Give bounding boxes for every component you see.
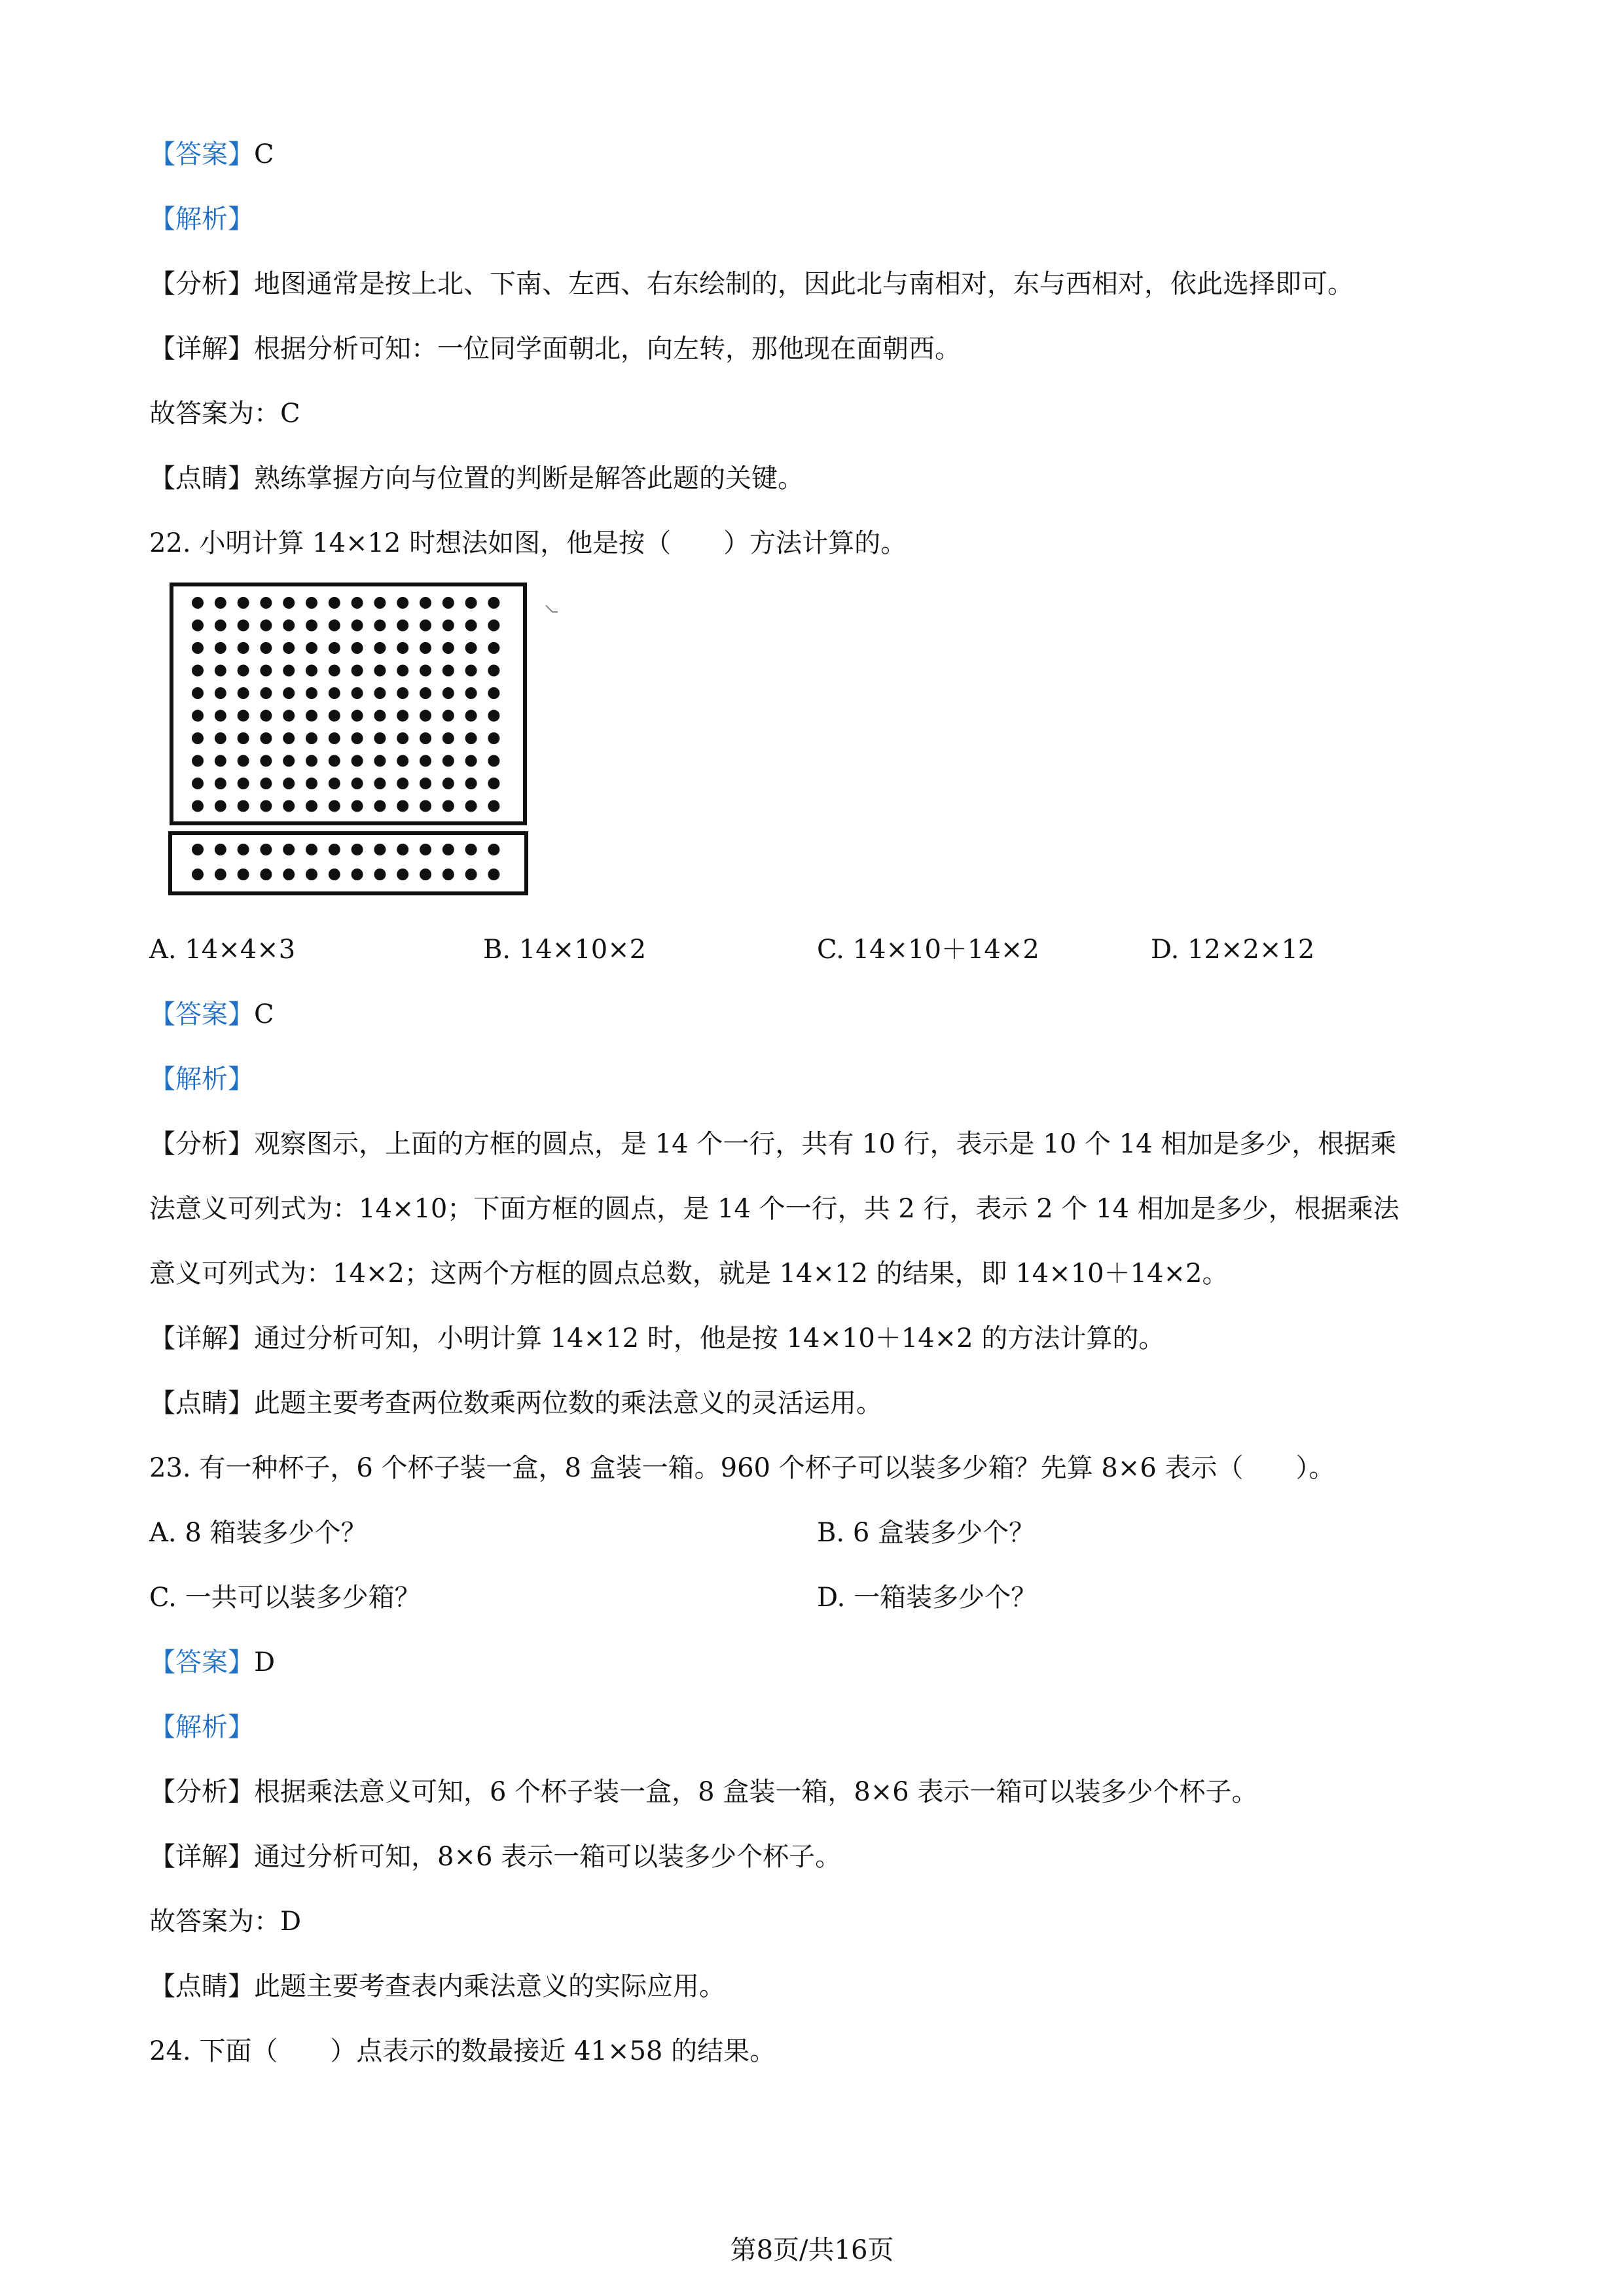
dot xyxy=(215,597,226,609)
dot xyxy=(420,620,431,632)
dot xyxy=(442,755,454,767)
dot xyxy=(215,869,226,880)
fenxi-tag: 【分析】 xyxy=(149,1129,254,1159)
answer-tag: 【答案】 xyxy=(149,1647,254,1677)
dot xyxy=(283,642,295,654)
dot xyxy=(215,665,226,677)
bottom-box xyxy=(170,833,526,893)
q23-option-b: B. 6 盒装多少个？ xyxy=(817,1518,1035,1548)
dot xyxy=(306,620,317,632)
q23-option-d: D. 一箱装多少个？ xyxy=(817,1583,1038,1613)
dot xyxy=(260,642,272,654)
dot xyxy=(306,732,317,744)
dot xyxy=(352,778,363,789)
dot xyxy=(192,800,204,812)
dot xyxy=(374,869,386,880)
q22-stem: 22. 小明计算 14×12 时想法如图，他是按（ ）方法计算的。 xyxy=(149,528,907,558)
answer-tag: 【答案】 xyxy=(149,139,254,170)
dot xyxy=(442,597,454,609)
dianjing-tag: 【点睛】 xyxy=(149,1388,254,1418)
dot xyxy=(374,620,386,632)
dot xyxy=(260,755,272,767)
dot xyxy=(397,778,408,789)
dot xyxy=(329,665,340,677)
dot xyxy=(420,597,431,609)
dot xyxy=(260,732,272,744)
dot xyxy=(306,844,317,855)
dot xyxy=(397,755,408,767)
dot xyxy=(215,710,226,722)
dot xyxy=(238,665,249,677)
dot xyxy=(260,778,272,789)
dot xyxy=(488,710,499,722)
dot xyxy=(442,869,454,880)
dot xyxy=(420,642,431,654)
dot xyxy=(352,597,363,609)
dot xyxy=(329,642,340,654)
dot xyxy=(329,844,340,855)
dot xyxy=(420,665,431,677)
dot xyxy=(306,710,317,722)
dot xyxy=(329,597,340,609)
dot xyxy=(488,755,499,767)
q22-analysis xyxy=(149,1061,254,1098)
dot xyxy=(329,778,340,789)
dot xyxy=(215,620,226,632)
dot xyxy=(215,778,226,789)
dot xyxy=(192,620,204,632)
dot xyxy=(352,732,363,744)
answer-value: D xyxy=(254,1647,276,1677)
xiangjie-text: 根据分析可知：一位同学面朝北，向左转，那他现在面朝西。 xyxy=(254,334,961,364)
dot xyxy=(192,755,204,767)
dot xyxy=(283,687,295,699)
fenxi-line1: 观察图示，上面的方框的圆点，是 14 个一行，共有 10 行，表示是 10 个 14 相加是多少，根据乘 xyxy=(254,1129,1397,1159)
q22-answer xyxy=(149,996,274,1033)
dot xyxy=(420,732,431,744)
analysis-tag: 【解析】 xyxy=(149,1712,254,1742)
dot xyxy=(215,732,226,744)
q22-option-c: C. 14×10＋14×2 xyxy=(817,935,1039,965)
dot xyxy=(420,755,431,767)
dot xyxy=(238,800,249,812)
dot xyxy=(192,869,204,880)
q22-option-a: A. 14×4×3 xyxy=(149,935,296,965)
dot xyxy=(329,732,340,744)
dot xyxy=(397,732,408,744)
dot xyxy=(238,755,249,767)
dot xyxy=(283,710,295,722)
dot xyxy=(488,732,499,744)
q21-answer xyxy=(149,136,274,173)
dot xyxy=(192,844,204,855)
dot xyxy=(420,869,431,880)
q23-dianjing xyxy=(149,1968,725,2005)
dot xyxy=(397,687,408,699)
dot xyxy=(442,665,454,677)
answer-value: C xyxy=(254,999,274,1030)
dot xyxy=(397,620,408,632)
dot xyxy=(352,710,363,722)
dot xyxy=(238,597,249,609)
dot xyxy=(420,687,431,699)
dot xyxy=(215,687,226,699)
dot xyxy=(488,800,499,812)
dot xyxy=(488,844,499,855)
dot xyxy=(283,800,295,812)
dot xyxy=(260,620,272,632)
q24-stem: 24. 下面（ ）点表示的数最接近 41×58 的结果。 xyxy=(149,2036,776,2066)
dot xyxy=(397,869,408,880)
dot xyxy=(238,869,249,880)
answer-value: C xyxy=(254,139,274,170)
analysis-tag: 【解析】 xyxy=(149,1064,254,1094)
dot xyxy=(329,755,340,767)
dot xyxy=(260,869,272,880)
dot xyxy=(488,642,499,654)
dot xyxy=(420,844,431,855)
dot xyxy=(374,665,386,677)
top-dots xyxy=(192,597,499,812)
fenxi-text: 根据乘法意义可知，6 个杯子装一盒，8 盒装一箱，8×6 表示一箱可以装多少个杯子。 xyxy=(254,1777,1258,1807)
dot xyxy=(488,620,499,632)
q23-analysis xyxy=(149,1709,254,1746)
dot xyxy=(465,778,477,789)
xiangjie-text: 通过分析可知，小明计算 14×12 时，他是按 14×10＋14×2 的方法计算的。 xyxy=(254,1323,1165,1354)
dot xyxy=(283,755,295,767)
dot xyxy=(260,800,272,812)
dot xyxy=(352,620,363,632)
q21-fenxi xyxy=(149,266,1354,302)
dot xyxy=(352,755,363,767)
dot xyxy=(442,732,454,744)
dot xyxy=(260,665,272,677)
xiangjie-tag: 【详解】 xyxy=(149,1842,254,1872)
q23-fenxi xyxy=(149,1774,1257,1810)
dot xyxy=(192,642,204,654)
dot xyxy=(329,620,340,632)
dianjing-text: 熟练掌握方向与位置的判断是解答此题的关键。 xyxy=(254,463,804,493)
dot xyxy=(374,732,386,744)
q22-xiangjie xyxy=(149,1320,1164,1357)
dot xyxy=(420,710,431,722)
dot xyxy=(397,665,408,677)
dot xyxy=(238,642,249,654)
q21-dianjing xyxy=(149,460,804,497)
dot xyxy=(465,800,477,812)
dot xyxy=(397,597,408,609)
dot xyxy=(488,869,499,880)
dot xyxy=(283,732,295,744)
dot-array-figure xyxy=(165,579,571,900)
dot xyxy=(420,778,431,789)
xiangjie-tag: 【详解】 xyxy=(149,1323,254,1354)
q23-conclusion: 故答案为：D xyxy=(149,1907,302,1937)
dot xyxy=(306,597,317,609)
dot xyxy=(465,620,477,632)
dot xyxy=(442,687,454,699)
dot xyxy=(238,710,249,722)
dot xyxy=(442,620,454,632)
xiangjie-tag: 【详解】 xyxy=(149,334,254,364)
dot xyxy=(283,844,295,855)
dot xyxy=(488,665,499,677)
dot xyxy=(329,800,340,812)
q23-xiangjie xyxy=(149,1839,841,1875)
dot xyxy=(374,844,386,855)
dot xyxy=(306,755,317,767)
dot xyxy=(215,800,226,812)
dot xyxy=(352,687,363,699)
q22-option-d: D. 12×2×12 xyxy=(1151,935,1315,965)
dot xyxy=(397,800,408,812)
dot xyxy=(306,869,317,880)
dot xyxy=(215,755,226,767)
dot xyxy=(374,687,386,699)
dot xyxy=(215,844,226,855)
dot xyxy=(442,800,454,812)
dot xyxy=(352,642,363,654)
q22-dianjing xyxy=(149,1385,882,1422)
dot xyxy=(374,755,386,767)
dot xyxy=(374,642,386,654)
bottom-dots xyxy=(192,844,499,880)
dot xyxy=(329,710,340,722)
dot xyxy=(465,755,477,767)
dot xyxy=(192,778,204,789)
dot xyxy=(352,869,363,880)
dot xyxy=(465,844,477,855)
dot xyxy=(192,710,204,722)
dot xyxy=(374,597,386,609)
dot xyxy=(306,778,317,789)
dot xyxy=(374,710,386,722)
page-footer: 第8页/共16页 xyxy=(730,2235,894,2265)
q23-stem: 23. 有一种杯子，6 个杯子装一盒，8 盒装一箱。960 个杯子可以装多少箱？先算 8×6 表示（ ）。 xyxy=(149,1453,1335,1483)
dot xyxy=(442,778,454,789)
dot xyxy=(329,869,340,880)
dot xyxy=(192,597,204,609)
dot xyxy=(397,642,408,654)
dot xyxy=(442,844,454,855)
dot xyxy=(465,597,477,609)
dot xyxy=(238,844,249,855)
q22-fenxi-line2: 法意义可列式为：14×10；下面方框的圆点，是 14 个一行，共 2 行，表示 2 个 14 相加是多少，根据乘法 xyxy=(149,1194,1399,1224)
fenxi-tag: 【分析】 xyxy=(149,269,254,299)
dot xyxy=(260,844,272,855)
fenxi-tag: 【分析】 xyxy=(149,1777,254,1807)
q22-fenxi xyxy=(149,1126,1396,1162)
dot xyxy=(283,597,295,609)
dianjing-text: 此题主要考查表内乘法意义的实际应用。 xyxy=(254,1971,725,2001)
xiangjie-text: 通过分析可知，8×6 表示一箱可以装多少个杯子。 xyxy=(254,1842,842,1872)
dot xyxy=(352,665,363,677)
dot xyxy=(488,687,499,699)
dot xyxy=(306,665,317,677)
dot xyxy=(465,687,477,699)
dot xyxy=(352,844,363,855)
dot xyxy=(465,710,477,722)
dot xyxy=(283,778,295,789)
q23-option-c: C. 一共可以装多少箱？ xyxy=(149,1583,421,1613)
dot xyxy=(306,687,317,699)
dot xyxy=(238,687,249,699)
dot xyxy=(306,800,317,812)
dot xyxy=(260,597,272,609)
dot xyxy=(283,620,295,632)
answer-tag: 【答案】 xyxy=(149,999,254,1030)
dianjing-tag: 【点睛】 xyxy=(149,463,254,493)
dot xyxy=(442,642,454,654)
dot xyxy=(397,844,408,855)
dot xyxy=(192,687,204,699)
dot xyxy=(420,800,431,812)
dot xyxy=(283,869,295,880)
dot xyxy=(260,687,272,699)
dot xyxy=(465,665,477,677)
dot xyxy=(465,869,477,880)
dot xyxy=(260,710,272,722)
q21-xiangjie xyxy=(149,331,961,367)
dot xyxy=(442,710,454,722)
dot xyxy=(397,710,408,722)
dot xyxy=(283,665,295,677)
dot xyxy=(374,800,386,812)
dianjing-tag: 【点睛】 xyxy=(149,1971,254,2001)
dot xyxy=(465,642,477,654)
dot xyxy=(192,732,204,744)
q23-answer xyxy=(149,1644,275,1681)
corner-mark xyxy=(546,605,558,612)
q22-option-b: B. 14×10×2 xyxy=(483,935,647,965)
dianjing-text: 此题主要考查两位数乘两位数的乘法意义的灵活运用。 xyxy=(254,1388,882,1418)
q23-option-a: A. 8 箱装多少个？ xyxy=(149,1518,367,1548)
fenxi-text: 地图通常是按上北、下南、左西、右东绘制的，因此北与南相对，东与西相对，依此选择即可。 xyxy=(254,269,1354,299)
dot xyxy=(306,642,317,654)
dot xyxy=(465,732,477,744)
dot xyxy=(374,778,386,789)
q21-conclusion: 故答案为：C xyxy=(149,399,300,429)
q22-fenxi-line3: 意义可列式为：14×2；这两个方框的圆点总数，就是 14×12 的结果，即 14×10＋14×2。 xyxy=(149,1259,1229,1289)
dot xyxy=(238,778,249,789)
analysis-tag: 【解析】 xyxy=(149,204,254,234)
dot xyxy=(215,642,226,654)
dot xyxy=(352,800,363,812)
dot xyxy=(238,732,249,744)
dot xyxy=(238,620,249,632)
dot xyxy=(488,778,499,789)
dot xyxy=(488,597,499,609)
dot xyxy=(192,665,204,677)
q21-analysis xyxy=(149,201,254,238)
dot xyxy=(329,687,340,699)
